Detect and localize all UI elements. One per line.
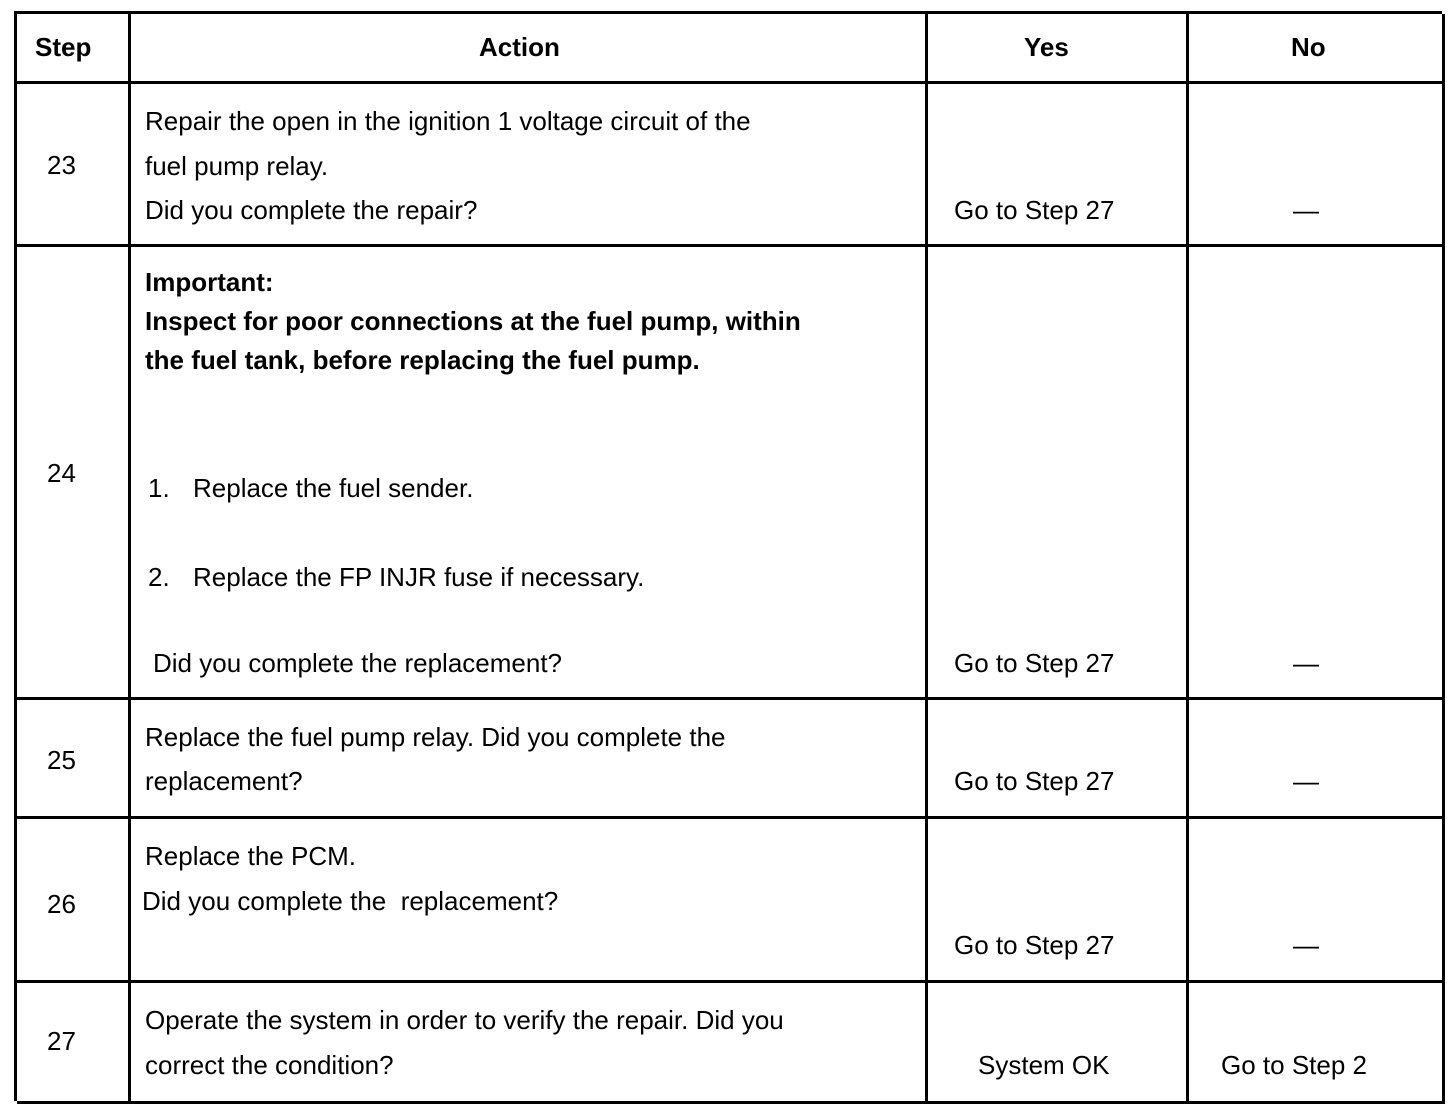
action-question: Did you complete the replacement? [153,648,563,678]
action-cell-24 [131,247,928,700]
no-result: — [1293,930,1319,960]
header-action-cell [131,14,928,84]
action-cell-26 [131,819,928,983]
step-cell-27 [17,983,131,1104]
header-no: No [1291,32,1326,62]
action-line: Replace the PCM. [145,841,356,871]
step-number: 26 [47,889,76,919]
yes-cell-27 [928,983,1189,1104]
step-number: 25 [47,745,76,775]
action-question: Did you complete the replacement? [142,886,559,916]
list-item-number: 1. [148,473,170,503]
step-cell-26 [17,819,131,983]
step-number: 27 [47,1026,76,1056]
no-cell-23 [1189,84,1445,247]
action-line: Replace the fuel pump relay. Did you complete the [145,722,726,752]
important-note: Inspect for poor connections at the fuel pump, within [145,306,801,336]
list-item-number: 2. [148,562,170,592]
no-result: — [1293,766,1319,796]
no-cell-24 [1189,247,1445,700]
important-note: the fuel tank, before replacing the fuel pump. [145,345,700,375]
no-result: — [1293,195,1319,225]
diagnostic-table [14,11,1442,1101]
yes-result: System OK [978,1050,1110,1080]
step-cell-25 [17,700,131,819]
yes-cell-26 [928,819,1189,983]
action-question: Did you complete the repair? [145,195,478,225]
header-step-cell [17,14,131,84]
step-number: 23 [47,150,76,180]
yes-result: Go to Step 27 [954,195,1115,225]
yes-result: Go to Step 27 [954,648,1115,678]
no-cell-26 [1189,819,1445,983]
action-line: Repair the open in the ignition 1 voltage circuit of the [145,106,751,136]
action-cell-25 [131,700,928,819]
yes-result: Go to Step 27 [954,766,1115,796]
action-line: correct the condition? [145,1050,394,1080]
yes-result: Go to Step 27 [954,930,1115,960]
no-result: Go to Step 2 [1221,1050,1367,1080]
no-result: — [1293,648,1319,678]
yes-cell-24 [928,247,1189,700]
header-yes: Yes [1024,32,1069,62]
step-cell-24 [17,247,131,700]
action-line: Operate the system in order to verify the repair. Did you [145,1005,784,1035]
action-cell-27 [131,983,928,1104]
action-line: replacement? [145,766,303,796]
action-cell-23 [131,84,928,247]
no-cell-27 [1189,983,1445,1104]
header-step: Step [35,32,92,62]
yes-cell-25 [928,700,1189,819]
header-action: Action [479,32,560,62]
step-number: 24 [47,458,76,488]
yes-cell-23 [928,84,1189,247]
step-cell-23 [17,84,131,247]
header-no-cell [1189,14,1445,84]
no-cell-25 [1189,700,1445,819]
important-label: Important: [145,267,274,297]
list-item-text: Replace the fuel sender. [193,473,474,503]
header-yes-cell [928,14,1189,84]
list-item-text: Replace the FP INJR fuse if necessary. [193,562,645,592]
action-line: fuel pump relay. [145,151,329,181]
